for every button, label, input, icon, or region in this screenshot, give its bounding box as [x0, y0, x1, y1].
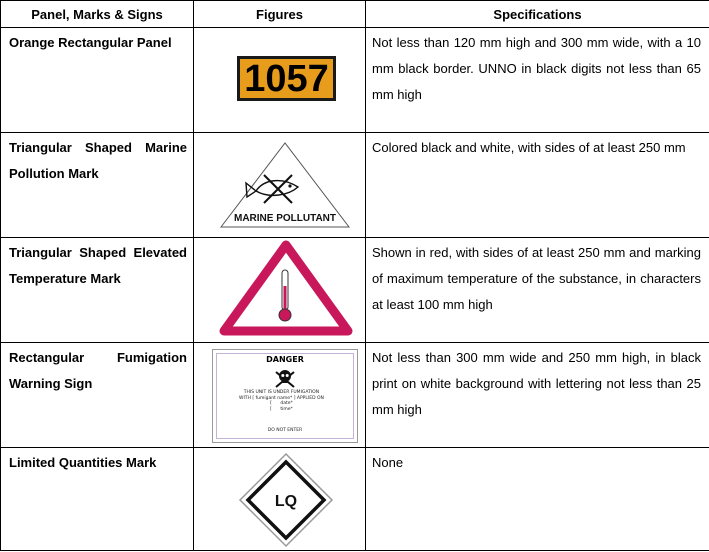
- limited-quantities-label: LQ: [274, 493, 298, 510]
- column-header-specifications: Specifications: [366, 1, 709, 28]
- figure-cell: [194, 133, 366, 238]
- column-header-figures: Figures: [194, 1, 366, 28]
- figure-cell: [194, 238, 366, 343]
- row-spec: None: [366, 448, 709, 551]
- thermometer-icon: [279, 270, 291, 321]
- table-row: [1, 28, 709, 133]
- row-spec: Colored black and white, with sides of at least 250 mm: [366, 133, 709, 238]
- fumigation-sign-body: THIS UNIT IS UNDER FUMIGATION WITH [ fumigant name* ] APPLIED ON [ date* [ time*: [239, 390, 324, 412]
- row-name: Triangular Shaped Elevated Temperature Mark: [1, 238, 194, 343]
- row-name: Rectangular Fumigation Warning Sign: [1, 343, 194, 448]
- table-row: [1, 448, 709, 551]
- row-name: Orange Rectangular Panel: [1, 28, 194, 133]
- column-header-panel: Panel, Marks & Signs: [1, 1, 194, 28]
- fumigation-sign-figure: [212, 349, 358, 443]
- orange-panel-figure: 1057: [237, 56, 336, 101]
- skull-crossbones-icon: [274, 367, 296, 389]
- row-name: Limited Quantities Mark: [1, 448, 194, 551]
- limited-quantities-figure: [194, 448, 366, 550]
- figure-cell: [194, 28, 366, 133]
- row-spec: Not less than 300 mm wide and 250 mm high, in black print on white background with lettering not less than 25 mm high: [366, 343, 709, 448]
- fumigation-sign-footer: DO NOT ENTER: [267, 428, 303, 433]
- row-spec: Shown in red, with sides of at least 250 mm and marking of maximum temperature of the substance, in characters at least 100 mm high: [366, 238, 709, 343]
- fumigation-sign-title: DANGER: [266, 355, 304, 364]
- table-row: [1, 238, 709, 343]
- figure-cell: [194, 448, 366, 551]
- elevated-temperature-figure: [194, 238, 366, 342]
- marine-pollutant-figure: [194, 133, 366, 237]
- header-row: [1, 1, 709, 28]
- figure-cell: [194, 343, 366, 448]
- marine-pollutant-caption: MARINE POLLUTANT: [233, 213, 337, 224]
- table-row: [1, 343, 709, 448]
- row-spec: Not less than 120 mm high and 300 mm wide, with a 10 mm black border. UNNO in black digits not less than 65 mm high: [366, 28, 709, 133]
- row-name: Triangular Shaped Marine Pollution Mark: [1, 133, 194, 238]
- table-row: [1, 133, 709, 238]
